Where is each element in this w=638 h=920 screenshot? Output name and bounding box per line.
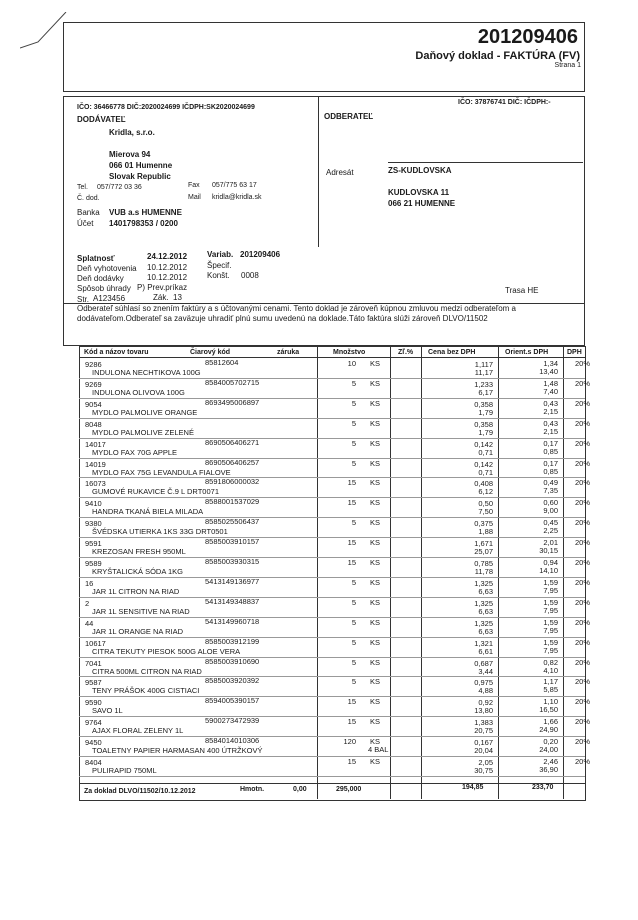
item-orient-unit: 2,46 [543,757,558,766]
item-orient-total: 0,85 [543,466,558,476]
item-qty: 5 [351,597,356,607]
footer-label: Za doklad DLVO/11502/10.12.2012 [84,788,196,795]
item-barcode: 8690506406257 [205,457,260,467]
item-price-total: 6,61 [478,646,493,656]
item-vat: 20% [575,518,591,528]
item-unit: KS [370,398,381,408]
item-price-total: 0,71 [478,467,493,477]
item-price-unit: 0,408 [474,479,493,489]
customer-label: ODBERATEĽ [324,112,374,121]
table-row [79,458,585,459]
item-name: KREZOSAN FRESH 950ML [92,547,186,557]
item-orient-unit: 2,01 [543,538,558,548]
item-name: JAR 1L ORANGE NA RIAD [92,626,183,636]
item-vat: 20% [575,717,591,727]
item-price-total: 30,75 [474,766,493,775]
item-vat: 20% [575,737,591,747]
item-name: MYDLO FAX 75G LEVANDULA FIALOVE [92,467,231,477]
item-vat: 20% [575,657,591,667]
item-qty: 5 [351,418,356,428]
route: Trasa HE [505,286,539,295]
item-orient-unit: 0,17 [543,458,558,468]
th-price: Cena bez DPH [428,349,476,356]
item-barcode: 85812604 [205,358,239,367]
item-unit: KS [370,637,381,647]
table-row [79,597,585,598]
footer-qty-total: 295,000 [336,786,362,793]
item-orient-total: 0,85 [543,446,558,456]
item-orient-unit: 0,60 [543,498,558,508]
item-vat: 20% [575,498,591,508]
footer-price-total: 194,85 [462,784,484,791]
item-unit: KS [370,518,381,528]
item-orient-unit: 0,94 [543,558,558,567]
item-name: CITRA TEKUTY PIESOK 500G ALOE VERA [92,646,241,656]
table-row [79,537,585,538]
item-code: 16073 [85,479,106,489]
item-barcode: 8585003930315 [205,557,260,566]
item-price-unit: 1,117 [474,360,493,369]
item-orient-total: 5,85 [543,685,558,695]
item-barcode: 5413149136977 [205,576,260,586]
th-vat: DPH [567,349,582,356]
variab-label: Variab. [207,250,234,259]
th-warranty: záruka [277,349,300,356]
th-code: Kód a názov tovaru [84,349,149,356]
item-code: 9589 [85,559,102,568]
item-orient-unit: 1,59 [543,577,558,587]
col-divider-orient [498,347,499,799]
item-orient-unit: 0,82 [543,657,558,667]
item-orient-total: 7,95 [543,605,558,615]
table-row [79,418,585,419]
item-price-unit: 0,358 [474,399,493,409]
item-orient-unit: 1,34 [543,359,558,368]
table-row [79,736,585,737]
item-qty: 5 [351,518,356,528]
th-orient: Orient.s DPH [505,349,549,356]
supplier-street: Mierova 94 [109,150,151,159]
item-orient-total: 14,10 [539,566,558,575]
item-orient-total: 2,15 [543,426,558,436]
adresat-label: Adresát [326,168,354,177]
item-price-unit: 0,975 [474,678,493,688]
customer-city: 066 21 HUMENNE [388,199,456,208]
customer-underline [388,162,583,163]
item-orient-unit: 1,48 [543,378,558,388]
item-price-unit: 1,321 [474,638,493,648]
item-orient-unit: 0,43 [543,418,558,428]
item-orient-unit: 1,17 [543,677,558,687]
item-code: 44 [85,618,94,628]
item-price-total: 0,71 [478,447,493,457]
item-unit: KS [370,697,381,707]
footer-hmotn-label: Hmotn. [240,786,265,793]
item-orient-total: 24,00 [539,745,558,755]
table-row [79,438,585,439]
item-price-unit: 0,167 [474,738,493,748]
item-orient-total: 13,40 [539,367,558,376]
item-code: 9764 [85,718,102,728]
item-price-total: 20,75 [474,726,493,736]
item-price-total: 4,88 [478,686,493,696]
table-row [79,617,585,618]
item-barcode: 8588001537029 [205,497,260,507]
item-barcode: 8585003910690 [205,656,260,666]
item-code: 7041 [85,658,102,668]
item-orient-total: 16,50 [539,705,558,715]
item-price-unit: 0,687 [474,658,493,668]
col-divider-price [421,347,422,799]
table-header-line [79,357,585,358]
item-code: 9286 [85,360,102,369]
table-row [79,657,585,658]
item-qty: 15 [347,717,356,727]
item-vat: 20% [575,438,591,448]
item-qty: 5 [351,398,356,408]
item-orient-unit: 1,59 [543,597,558,607]
item-price-unit: 1,383 [474,718,493,728]
item-price-unit: 0,142 [474,459,493,469]
item-name: HANDRA TKANÁ BIELA MILADA [92,507,204,517]
item-price-total: 6,17 [478,387,493,397]
supplier-country: Slovak Republic [109,172,171,181]
invoice-title: Daňový doklad - FAKTÚRA (FV) [415,50,580,62]
item-orient-total: 30,15 [539,546,558,556]
fax-value: 057/775 63 17 [212,182,257,189]
item-unit: KS [370,359,381,368]
item-name: TENY PRÁŠOK 400G CISTIACI [92,686,200,696]
customer-ids: IČO: 37876741 DIČ: IČDPH:- [458,99,551,106]
fax-label: Fax [188,182,200,189]
item-orient-total: 2,15 [543,406,558,416]
mail-value: kridla@kridla.sk [212,194,262,201]
invoice-number: 201209406 [477,26,578,48]
tel-label: Tel. [77,184,88,191]
table-row [79,497,585,498]
footer-hmotn: 0,00 [293,786,307,793]
col-divider-vat [563,347,564,799]
item-code: 9054 [85,399,102,409]
bank-value: VUB a.s HUMENNE [109,208,182,217]
zak-label: Zák. [153,293,169,302]
item-price-total: 3,44 [478,666,493,676]
item-vat: 20% [575,697,591,707]
item-vat: 20% [575,398,591,408]
vyhotovenia-value: 10.12.2012 [147,263,188,272]
item-unit: KS [370,538,381,548]
item-code: 16 [85,578,94,588]
item-qty: 5 [351,458,356,468]
item-code: 10617 [85,638,106,648]
item-orient-total: 7,95 [543,585,558,595]
item-barcode: 8585003912199 [205,636,260,646]
item-code: 9410 [85,499,102,509]
item-orient-total: 7,35 [543,486,558,496]
item-code: 2 [85,598,90,608]
footer-orient-total: 233,70 [532,784,554,791]
item-code: 8048 [85,419,102,429]
item-vat: 20% [575,418,591,428]
item-vat: 20% [575,757,591,766]
item-price-unit: 0,92 [478,698,493,708]
item-code: 14017 [85,439,106,449]
item-qty: 5 [351,617,356,627]
item-unit: KS [370,438,381,448]
item-unit: KS [370,597,381,607]
str-value: A123456 [93,294,126,303]
supplier-label: DODÁVATEĽ [77,115,126,124]
item-code: 14019 [85,459,106,469]
table-row [79,637,585,638]
item-orient-unit: 0,45 [543,518,558,528]
item-name: ŠVÉDSKA UTIERKA 1KS 33G DRT0501 [92,527,228,537]
item-unit: KS [370,677,381,687]
corner-scribble [20,12,70,52]
mail-label: Mail [188,194,201,201]
item-price-unit: 1,233 [474,379,493,389]
item-barcode: 8585003920392 [205,676,260,686]
item-price-unit: 1,671 [474,539,493,549]
item-name: MYDLO FAX 70G APPLE [92,447,178,457]
item-qty: 15 [347,478,356,488]
item-orient-total: 9,00 [543,506,558,516]
item-unit: KS [370,577,381,587]
table-footer-line [79,783,585,784]
item-qty: 10 [347,359,356,368]
table-row [79,378,585,379]
item-price-total: 6,63 [478,606,493,616]
table-row [79,676,585,677]
item-name: MYDLO PALMOLIVE ORANGE [92,407,198,417]
customer-street: KUDLOVSKA 11 [388,188,450,197]
notice-text: Odberateľ súhlasí so znením faktúry a s účtovanými cenami. Tento doklad je zároveň kúpnou zmluvou medzi odberateľom a dodávateľom.Odberateľ sa zaväzuje uhradiť plnú sumu uvedenú na doklade.Táto faktúra slúži zároveň DLVO/11502 [77,304,516,323]
item-name: SAVO 1L [92,706,123,716]
item-price-unit: 1,325 [474,578,493,588]
account-value: 1401798353 / 0200 [109,219,178,228]
item-orient-total: 4,10 [543,665,558,675]
item-name: MYDLO PALMOLIVE ZELENÉ [92,427,194,437]
item-name: JAR 1L CITRON NA RIAD [92,586,180,596]
item-code: 8404 [85,758,102,767]
item-qty: 5 [351,438,356,448]
table-row [79,477,585,478]
item-price-total: 11,17 [474,368,493,377]
item-price-unit: 0,358 [474,419,493,429]
item-code: 9591 [85,539,102,549]
customer-name: ZS-KUDLOVSKA [388,166,452,175]
item-vat: 20% [575,359,591,368]
item-qty: 5 [351,378,356,388]
item-unit: KS [370,418,381,428]
item-vat: 20% [575,617,591,627]
item-unit2: 4 BAL [368,745,389,755]
dodavky-value: 10.12.2012 [147,273,188,282]
item-qty: 5 [351,657,356,667]
item-orient-unit: 0,17 [543,438,558,448]
bank-label: Banka [77,208,100,217]
item-orient-total: 7,40 [543,386,558,396]
item-price-total: 20,04 [474,746,493,756]
item-price-unit: 0,142 [474,439,493,449]
item-qty: 15 [347,757,356,766]
page-number: Strana 1 [554,62,581,69]
item-unit: KS [370,617,381,627]
item-unit: KS [370,558,381,567]
uhrady-label: Spôsob úhrady [77,284,131,293]
item-price-total: 6,63 [478,586,493,596]
item-name: PULIRAPID 750ML [92,766,157,775]
item-price-total: 1,88 [478,527,493,537]
supplier-city: 066 01 Humenne [109,161,173,170]
item-price-unit: 1,325 [474,598,493,608]
item-orient-unit: 0,49 [543,478,558,488]
item-unit: KS [370,737,381,747]
vyhotovenia-label: Deň vyhotovenia [77,264,137,273]
item-barcode: 8690506406271 [205,437,260,447]
item-qty: 5 [351,677,356,687]
item-unit: KS [370,378,381,388]
item-code: 9380 [85,519,102,529]
th-qty: Množstvo [333,349,366,356]
variab-value: 201209406 [240,250,281,259]
item-price-total: 13,80 [474,706,493,716]
item-price-unit: 0,50 [478,499,493,509]
item-name: JAR 1L SENSITIVE NA RIAD [92,606,190,616]
item-orient-unit: 1,59 [543,617,558,627]
item-name: KRYŠTALICKÁ SÓDA 1KG [92,567,184,576]
item-barcode: 8594005390157 [205,696,260,706]
splatnost-label: Splatnosť [77,254,115,263]
account-label: Účet [77,219,94,228]
item-name: INDULONA OLIVOVA 100G [92,387,185,397]
table-row [79,557,585,558]
item-code: 9587 [85,678,102,688]
item-price-total: 6,12 [478,487,493,497]
str-label: Str. [77,295,90,304]
item-price-total: 25,07 [474,547,493,557]
uhrady-value: P) Prev.príkaz [137,283,188,292]
item-vat: 20% [575,577,591,587]
item-orient-unit: 0,43 [543,398,558,408]
item-barcode: 5900273472939 [205,716,260,726]
item-orient-unit: 1,59 [543,637,558,647]
item-vat: 20% [575,458,591,468]
item-price-total: 1,79 [478,407,493,417]
item-qty: 15 [347,538,356,548]
item-name: AJAX FLORAL ZELENY 1L [92,726,184,736]
table-row [79,696,585,697]
item-price-unit: 2,05 [478,758,493,767]
item-barcode: 5413149348837 [205,596,260,606]
item-barcode: 5413149960718 [205,616,260,626]
item-unit: KS [370,478,381,488]
item-vat: 20% [575,637,591,647]
item-code: 9450 [85,738,102,748]
item-name: CITRA 500ML CITRON NA RIAD [92,666,202,676]
item-price-unit: 0,785 [474,559,493,568]
item-qty: 15 [347,697,356,707]
cdod-label: Č. dod. [77,195,100,202]
konst-value: 0008 [241,271,259,280]
item-qty: 15 [347,558,356,567]
item-unit: KS [370,458,381,468]
item-name: TOALETNY PAPIER HARMASAN 400 ÚTRŽKOVÝ [92,746,263,756]
item-orient-total: 36,90 [539,765,558,774]
konst-label: Konšt. [207,271,230,280]
specif-label: Špecif. [207,261,232,270]
item-orient-total: 24,90 [539,725,558,735]
th-discount: Zľ.% [398,349,414,356]
item-price-total: 7,50 [478,507,493,517]
table-row [79,517,585,518]
item-barcode: 8584005702715 [205,377,260,387]
item-price-total: 11,78 [474,567,493,576]
item-name: INDULONA NECHTIKOVA 100G [92,368,201,377]
th-barcode: Čiarový kód [190,349,231,356]
table-row [79,756,585,757]
parties-divider [318,97,319,247]
item-orient-total: 7,95 [543,645,558,655]
item-unit: KS [370,757,381,766]
item-qty: 120 [343,737,356,747]
item-name: GUMOVÉ RUKAVICE Č.9 L DRT0071 [92,487,219,497]
table-row [79,577,585,578]
col-divider-disc [390,347,391,799]
item-unit: KS [370,717,381,727]
item-barcode: 8693495006897 [205,397,260,407]
item-price-unit: 1,325 [474,618,493,628]
item-vat: 20% [575,677,591,687]
supplier-ids: IČO: 36466778 DIČ:2020024699 IČDPH:SK2020024699 [77,104,255,111]
item-unit: KS [370,498,381,508]
item-vat: 20% [575,478,591,488]
tel-value: 057/772 03 36 [97,184,142,191]
zak-value: 13 [173,293,182,302]
item-barcode: 8584014010306 [205,736,260,746]
item-vat: 20% [575,558,591,567]
item-barcode: 8591806000032 [205,477,260,487]
item-orient-unit: 1,10 [543,697,558,707]
item-qty: 15 [347,498,356,508]
item-qty: 5 [351,577,356,587]
splatnost-value: 24.12.2012 [147,252,188,261]
item-vat: 20% [575,597,591,607]
table-row [79,398,585,399]
item-price-unit: 0,375 [474,519,493,529]
dodavky-label: Deň dodávky [77,274,124,283]
item-code: 9269 [85,379,102,389]
item-vat: 20% [575,538,591,548]
item-unit: KS [370,657,381,667]
table-row [79,776,585,777]
item-qty: 5 [351,637,356,647]
item-orient-total: 7,95 [543,625,558,635]
item-orient-total: 2,25 [543,526,558,536]
item-code: 9590 [85,698,102,708]
supplier-name: Kridla, s.r.o. [109,128,155,137]
item-price-total: 1,79 [478,427,493,437]
item-vat: 20% [575,378,591,388]
item-barcode: 8585025506437 [205,517,260,527]
item-price-total: 6,63 [478,626,493,636]
table-row [79,716,585,717]
item-orient-unit: 1,66 [543,717,558,727]
item-barcode: 8585003910157 [205,537,260,547]
col-divider-qty [317,347,318,799]
item-orient-unit: 0,20 [543,737,558,747]
